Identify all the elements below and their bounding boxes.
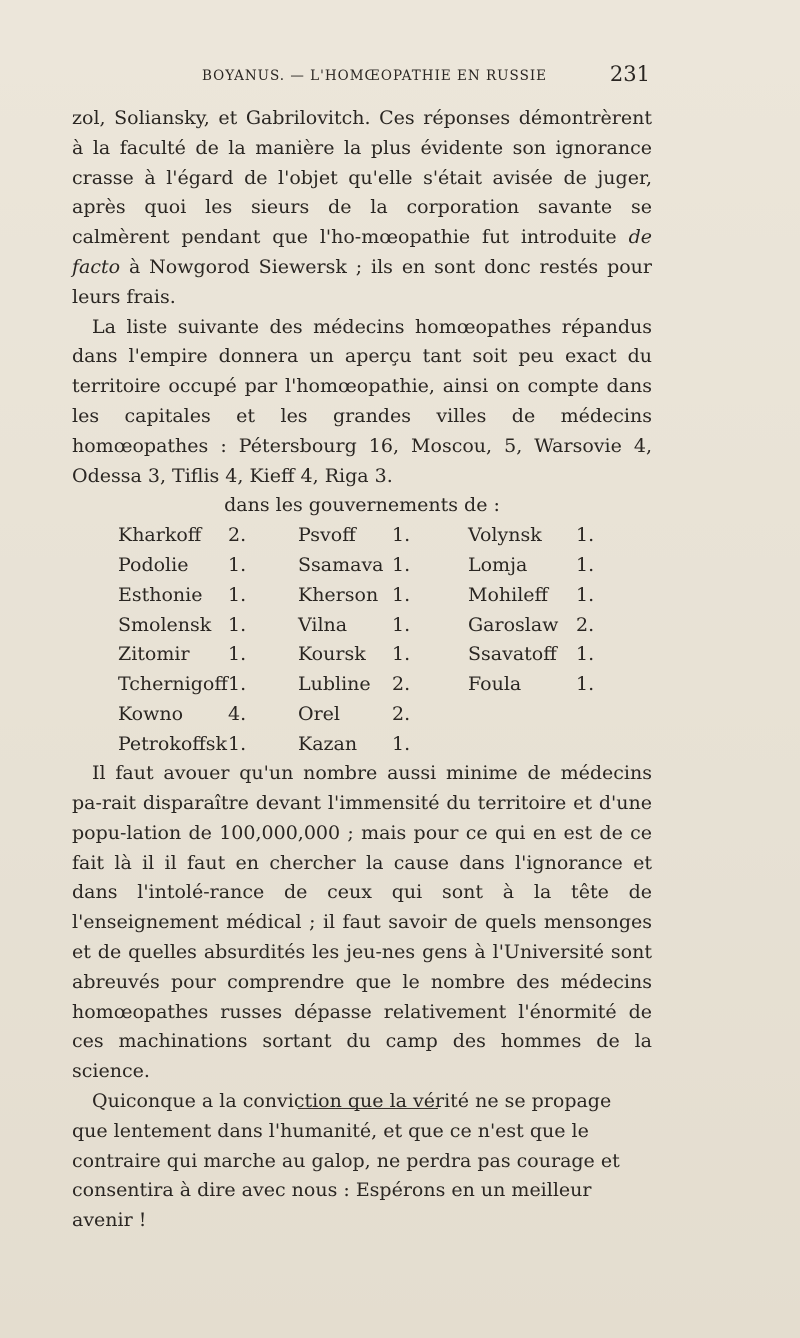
- page-body: [72, 104, 652, 1236]
- italic-phrase: de facto: [72, 226, 653, 278]
- paragraph-1-end: à Nowgorod Siewersk ; ils en sont donc restés pour leurs frais.: [72, 255, 652, 308]
- governments-subheading: dans les gouvernements de :: [224, 494, 500, 517]
- paragraph-1-text: zol, Soliansky, et Gabrilovitch. Ces réponses démontrèrent à la faculté de la manière la plus évidente son ignorance crasse à l'égard de l'objet qu'elle s'était avisée de juger, après quoi les sieurs de la corporation savante se calmèrent pendant que l'ho-mœopathie fut introduite: [72, 107, 652, 249]
- end-rule: [298, 1108, 438, 1109]
- paragraph-commentary: Il faut avouer qu'un nombre aussi minime de médecins pa-rait disparaître devant l'immensité du territoire et d'une popu-lation de 100,000,000 ; mais pour ce qui en est de ce fait là il il faut en chercher la cause dans l'ignorance et dans l'intolé-rance de ceux qui sont à la tête de l'enseignement médical ; il faut savoir de quels mensonges et de quelles absurdités les jeu-nes gens à l'Université sont abreuvés pour comprendre que le nombre des médecins homœopathes russes dépasse relativement l'énormité de ces machinations sortant du camp des hommes de la science.: [72, 762, 652, 1083]
- paragraph-list-intro: La liste suivante des médecins homœopathes répandus dans l'empire donnera un aperçu tant soit peu exact du territoire occupé par l'homœopathie, ainsi on compte dans les capitales et les grandes villes de médecins homœopathes : Pétersbourg 16, Moscou, 5, Warsovie 4, Odessa 3, Tiflis 4, Kieff 4, Riga 3.: [72, 315, 652, 487]
- paragraph-continued: [72, 104, 652, 313]
- governments-list: Kharkoff 2. Podolie 1. Esthonie 1. Smolensk 1. Zitomir 1. Tchernigoff 1. Kowno 4. Petrokoffsk 1. Psvoff 1. Ssamava 1. Kherson 1. Vilna 1. Koursk 1. Lubline 2. Orel 2. Kazan 1. Volynsk 1. Lomja 1. Mohileff 1. Garoslaw 2. Ssavatoff 1. Foula 1.: [118, 524, 595, 755]
- paragraph-closing: Quiconque a la conviction que la vérité ne se propage que lentement dans l'humanité, et que ce n'est que le contraire qui marche au galop, ne perdra pas courage et consentira à dire avec nous : Espérons en un meilleur avenir !: [72, 1089, 620, 1232]
- running-title: BOYANUS. — L'HOMŒOPATHIE EN RUSSIE: [202, 68, 548, 84]
- page-number: 231: [609, 62, 650, 86]
- page-header: [72, 60, 652, 94]
